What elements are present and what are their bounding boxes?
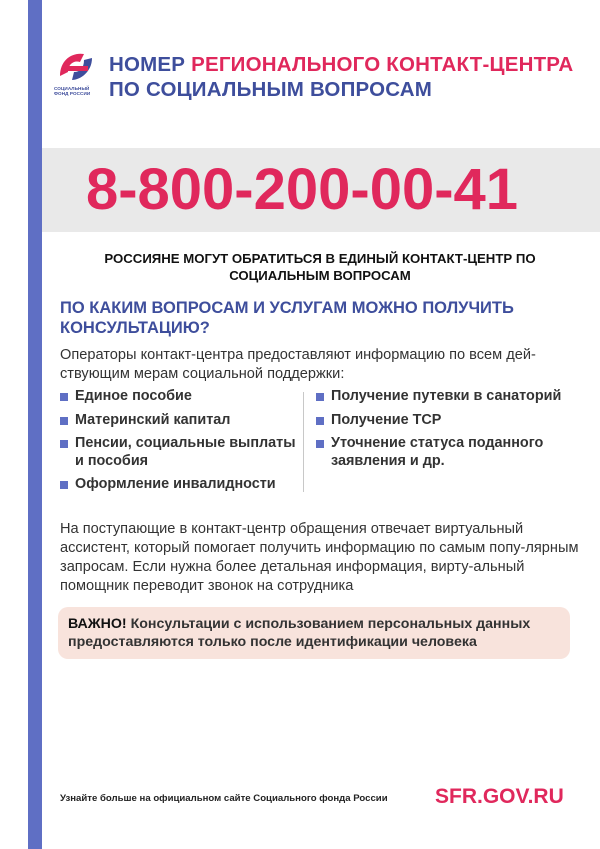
list-item-label: Пенсии, социальные выплаты и пособия [75,435,296,469]
left-accent-bar [28,0,42,849]
list-item [60,388,300,406]
list-item [60,435,300,470]
list-item-label: Оформление инвалидности [75,476,276,492]
important-text [68,615,568,651]
section-question: ПО КАКИМ ВОПРОСАМ И УСЛУГАМ МОЖНО ПОЛУЧИТЬ КОНСУЛЬТАЦИЮ? [60,299,514,337]
square-bullet-icon [316,393,324,401]
column-divider [303,392,304,492]
list-item-label: Получение ТСР [331,411,442,428]
important-label: ВАЖНО! [68,616,127,632]
square-bullet-icon [316,417,324,425]
square-bullet-icon [60,393,68,401]
phone-band [42,148,600,232]
square-bullet-icon [60,481,68,489]
list-item [316,412,586,430]
list-item [316,435,586,470]
title-accent: РЕГИОНАЛЬНОГО КОНТАКТ-ЦЕНТРА [191,53,574,76]
list-item [60,476,300,494]
page-title [109,52,589,102]
footer [60,784,580,812]
body-text: На поступающие в контакт-центр обращения отвечает виртуальный ассистент, который помогает получить информацию по самым попу-лярным запросам. Если нужна более детальная информация, вирту-альный помощник переводит звонок на сотрудника [60,521,579,594]
footer-note: Узнайте больше на официальном сайте Социального фонда России [60,793,388,804]
square-bullet-icon [60,440,68,448]
square-bullet-icon [316,440,324,448]
services-list-left [60,388,300,500]
lead-text: РОССИЯНЕ МОГУТ ОБРАТИТЬСЯ В ЕДИНЫЙ КОНТАКТ-ЦЕНТР ПО СОЦИАЛЬНЫМ ВОПРОСАМ [104,251,536,283]
list-item [60,412,300,430]
list-item-label: Уточнение статуса поданного заявления и др. [331,435,544,469]
sfr-logo-icon [54,46,98,102]
header [54,46,584,106]
intro-text: Операторы контакт-центра предоставляют информацию по всем дей-ствующим мерам социальной поддержки: [60,347,536,382]
website-link[interactable]: SFR.GOV.RU [435,785,564,808]
list-item-label: Единое пособие [75,388,192,404]
list-item-label: Получение путевки в санаторий [331,388,562,404]
logo-text: СОЦИАЛЬНЫЙ ФОНД РОССИИ [54,86,91,97]
services-list-right [316,388,586,476]
square-bullet-icon [60,417,68,425]
phone-number[interactable]: 8-800-200-00-41 [85,157,519,222]
title-part1: НОМЕР [109,53,192,76]
important-notice [58,607,570,659]
title-part2: ПО СОЦИАЛЬНЫМ ВОПРОСАМ [109,78,433,101]
important-body: Консультации с использованием персональных данных предоставляются только после идентификации человека [68,616,531,650]
list-item [316,388,586,406]
list-item-label: Материнский капитал [75,411,231,428]
